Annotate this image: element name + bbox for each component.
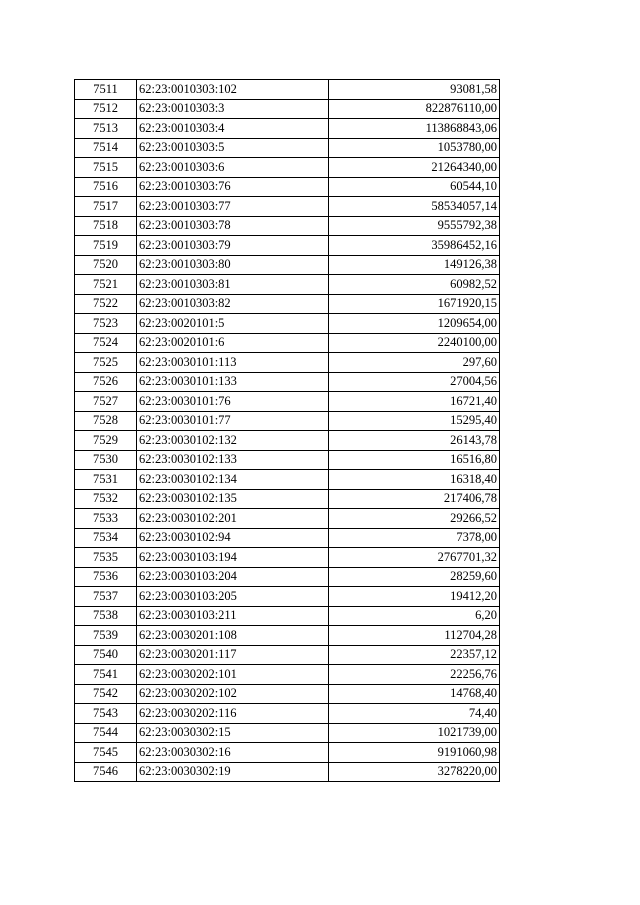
value-cell: 1053780,00 <box>329 138 500 158</box>
table-row <box>75 138 500 158</box>
value-cell: 2240100,00 <box>329 333 500 353</box>
cadastral-number-cell: 62:23:0010303:4 <box>137 119 329 139</box>
value-cell: 217406,78 <box>329 489 500 509</box>
cadastral-number-cell: 62:23:0010303:80 <box>137 255 329 275</box>
table-row <box>75 762 500 782</box>
value-cell: 1021739,00 <box>329 723 500 743</box>
table-row <box>75 567 500 587</box>
table-row <box>75 489 500 509</box>
table-row <box>75 431 500 451</box>
cadastral-number-cell: 62:23:0030102:133 <box>137 450 329 470</box>
table-row <box>75 528 500 548</box>
cadastral-number-cell: 62:23:0030103:205 <box>137 587 329 607</box>
value-cell: 6,20 <box>329 606 500 626</box>
table-row <box>75 450 500 470</box>
table-row <box>75 275 500 295</box>
value-cell: 60982,52 <box>329 275 500 295</box>
value-cell: 149126,38 <box>329 255 500 275</box>
table-row <box>75 80 500 100</box>
value-cell: 14768,40 <box>329 684 500 704</box>
table-row <box>75 723 500 743</box>
row-number-cell: 7522 <box>75 294 137 314</box>
table-row <box>75 255 500 275</box>
cadastral-number-cell: 62:23:0020101:5 <box>137 314 329 334</box>
value-cell: 3278220,00 <box>329 762 500 782</box>
table-row <box>75 587 500 607</box>
value-cell: 22357,12 <box>329 645 500 665</box>
table-row <box>75 470 500 490</box>
value-cell: 1209654,00 <box>329 314 500 334</box>
cadastral-number-cell: 62:23:0030103:204 <box>137 567 329 587</box>
row-number-cell: 7543 <box>75 704 137 724</box>
value-cell: 21264340,00 <box>329 158 500 178</box>
cadastral-number-cell: 62:23:0030101:77 <box>137 411 329 431</box>
row-number-cell: 7541 <box>75 665 137 685</box>
value-cell: 19412,20 <box>329 587 500 607</box>
value-cell: 1671920,15 <box>329 294 500 314</box>
cadastral-number-cell: 62:23:0030102:132 <box>137 431 329 451</box>
cadastral-number-cell: 62:23:0010303:81 <box>137 275 329 295</box>
table-row <box>75 704 500 724</box>
table-row <box>75 626 500 646</box>
value-cell: 35986452,16 <box>329 236 500 256</box>
row-number-cell: 7531 <box>75 470 137 490</box>
row-number-cell: 7518 <box>75 216 137 236</box>
row-number-cell: 7527 <box>75 392 137 412</box>
table-row <box>75 743 500 763</box>
cadastral-number-cell: 62:23:0010303:102 <box>137 80 329 100</box>
cadastral-number-cell: 62:23:0030101:133 <box>137 372 329 392</box>
value-cell: 9555792,38 <box>329 216 500 236</box>
row-number-cell: 7517 <box>75 197 137 217</box>
row-number-cell: 7537 <box>75 587 137 607</box>
value-cell: 16516,80 <box>329 450 500 470</box>
row-number-cell: 7516 <box>75 177 137 197</box>
row-number-cell: 7528 <box>75 411 137 431</box>
table-row <box>75 119 500 139</box>
cadastral-number-cell: 62:23:0020101:6 <box>137 333 329 353</box>
cadastral-number-cell: 62:23:0030102:201 <box>137 509 329 529</box>
value-cell: 28259,60 <box>329 567 500 587</box>
table-row <box>75 684 500 704</box>
row-number-cell: 7519 <box>75 236 137 256</box>
value-cell: 822876110,00 <box>329 99 500 119</box>
cadastral-number-cell: 62:23:0010303:76 <box>137 177 329 197</box>
cadastral-number-cell: 62:23:0010303:5 <box>137 138 329 158</box>
row-number-cell: 7533 <box>75 509 137 529</box>
value-cell: 112704,28 <box>329 626 500 646</box>
value-cell: 93081,58 <box>329 80 500 100</box>
row-number-cell: 7529 <box>75 431 137 451</box>
value-cell: 113868843,06 <box>329 119 500 139</box>
row-number-cell: 7544 <box>75 723 137 743</box>
row-number-cell: 7532 <box>75 489 137 509</box>
table-row <box>75 606 500 626</box>
table-row <box>75 353 500 373</box>
row-number-cell: 7513 <box>75 119 137 139</box>
cadastral-number-cell: 62:23:0030102:135 <box>137 489 329 509</box>
value-cell: 27004,56 <box>329 372 500 392</box>
table-row <box>75 177 500 197</box>
cadastral-number-cell: 62:23:0030102:134 <box>137 470 329 490</box>
row-number-cell: 7538 <box>75 606 137 626</box>
value-cell: 29266,52 <box>329 509 500 529</box>
row-number-cell: 7546 <box>75 762 137 782</box>
cadastral-number-cell: 62:23:0010303:3 <box>137 99 329 119</box>
row-number-cell: 7534 <box>75 528 137 548</box>
cadastral-number-cell: 62:23:0030101:113 <box>137 353 329 373</box>
table-row <box>75 314 500 334</box>
row-number-cell: 7545 <box>75 743 137 763</box>
value-cell: 74,40 <box>329 704 500 724</box>
cadastral-number-cell: 62:23:0030202:116 <box>137 704 329 724</box>
value-cell: 16318,40 <box>329 470 500 490</box>
value-cell: 26143,78 <box>329 431 500 451</box>
cadastral-number-cell: 62:23:0030202:102 <box>137 684 329 704</box>
table-row <box>75 99 500 119</box>
row-number-cell: 7535 <box>75 548 137 568</box>
row-number-cell: 7540 <box>75 645 137 665</box>
cadastral-number-cell: 62:23:0010303:78 <box>137 216 329 236</box>
row-number-cell: 7526 <box>75 372 137 392</box>
cadastral-number-cell: 62:23:0010303:82 <box>137 294 329 314</box>
value-cell: 2767701,32 <box>329 548 500 568</box>
row-number-cell: 7539 <box>75 626 137 646</box>
table-row <box>75 411 500 431</box>
row-number-cell: 7514 <box>75 138 137 158</box>
cadastral-number-cell: 62:23:0010303:77 <box>137 197 329 217</box>
value-cell: 22256,76 <box>329 665 500 685</box>
cadastral-number-cell: 62:23:0010303:6 <box>137 158 329 178</box>
cadastral-number-cell: 62:23:0030302:16 <box>137 743 329 763</box>
cadastral-number-cell: 62:23:0030103:194 <box>137 548 329 568</box>
value-cell: 15295,40 <box>329 411 500 431</box>
row-number-cell: 7536 <box>75 567 137 587</box>
table-row <box>75 372 500 392</box>
value-cell: 58534057,14 <box>329 197 500 217</box>
table-row <box>75 294 500 314</box>
row-number-cell: 7521 <box>75 275 137 295</box>
cadastral-number-cell: 62:23:0030103:211 <box>137 606 329 626</box>
value-cell: 60544,10 <box>329 177 500 197</box>
table-row <box>75 216 500 236</box>
cadastral-number-cell: 62:23:0010303:79 <box>137 236 329 256</box>
cadastral-number-cell: 62:23:0030302:15 <box>137 723 329 743</box>
cadastral-number-cell: 62:23:0030202:101 <box>137 665 329 685</box>
value-cell: 16721,40 <box>329 392 500 412</box>
value-cell: 297,60 <box>329 353 500 373</box>
table-row <box>75 197 500 217</box>
row-number-cell: 7515 <box>75 158 137 178</box>
table-row <box>75 665 500 685</box>
row-number-cell: 7524 <box>75 333 137 353</box>
row-number-cell: 7530 <box>75 450 137 470</box>
value-cell: 9191060,98 <box>329 743 500 763</box>
table-row <box>75 645 500 665</box>
row-number-cell: 7525 <box>75 353 137 373</box>
table-row <box>75 236 500 256</box>
cadastral-value-table <box>74 79 500 782</box>
row-number-cell: 7512 <box>75 99 137 119</box>
value-cell: 7378,00 <box>329 528 500 548</box>
row-number-cell: 7511 <box>75 80 137 100</box>
cadastral-number-cell: 62:23:0030101:76 <box>137 392 329 412</box>
table-row <box>75 509 500 529</box>
cadastral-number-cell: 62:23:0030302:19 <box>137 762 329 782</box>
cadastral-number-cell: 62:23:0030102:94 <box>137 528 329 548</box>
cadastral-number-cell: 62:23:0030201:108 <box>137 626 329 646</box>
table-body <box>75 80 500 782</box>
table-row <box>75 392 500 412</box>
row-number-cell: 7523 <box>75 314 137 334</box>
table-row <box>75 158 500 178</box>
row-number-cell: 7542 <box>75 684 137 704</box>
row-number-cell: 7520 <box>75 255 137 275</box>
table-row <box>75 548 500 568</box>
cadastral-number-cell: 62:23:0030201:117 <box>137 645 329 665</box>
table-row <box>75 333 500 353</box>
